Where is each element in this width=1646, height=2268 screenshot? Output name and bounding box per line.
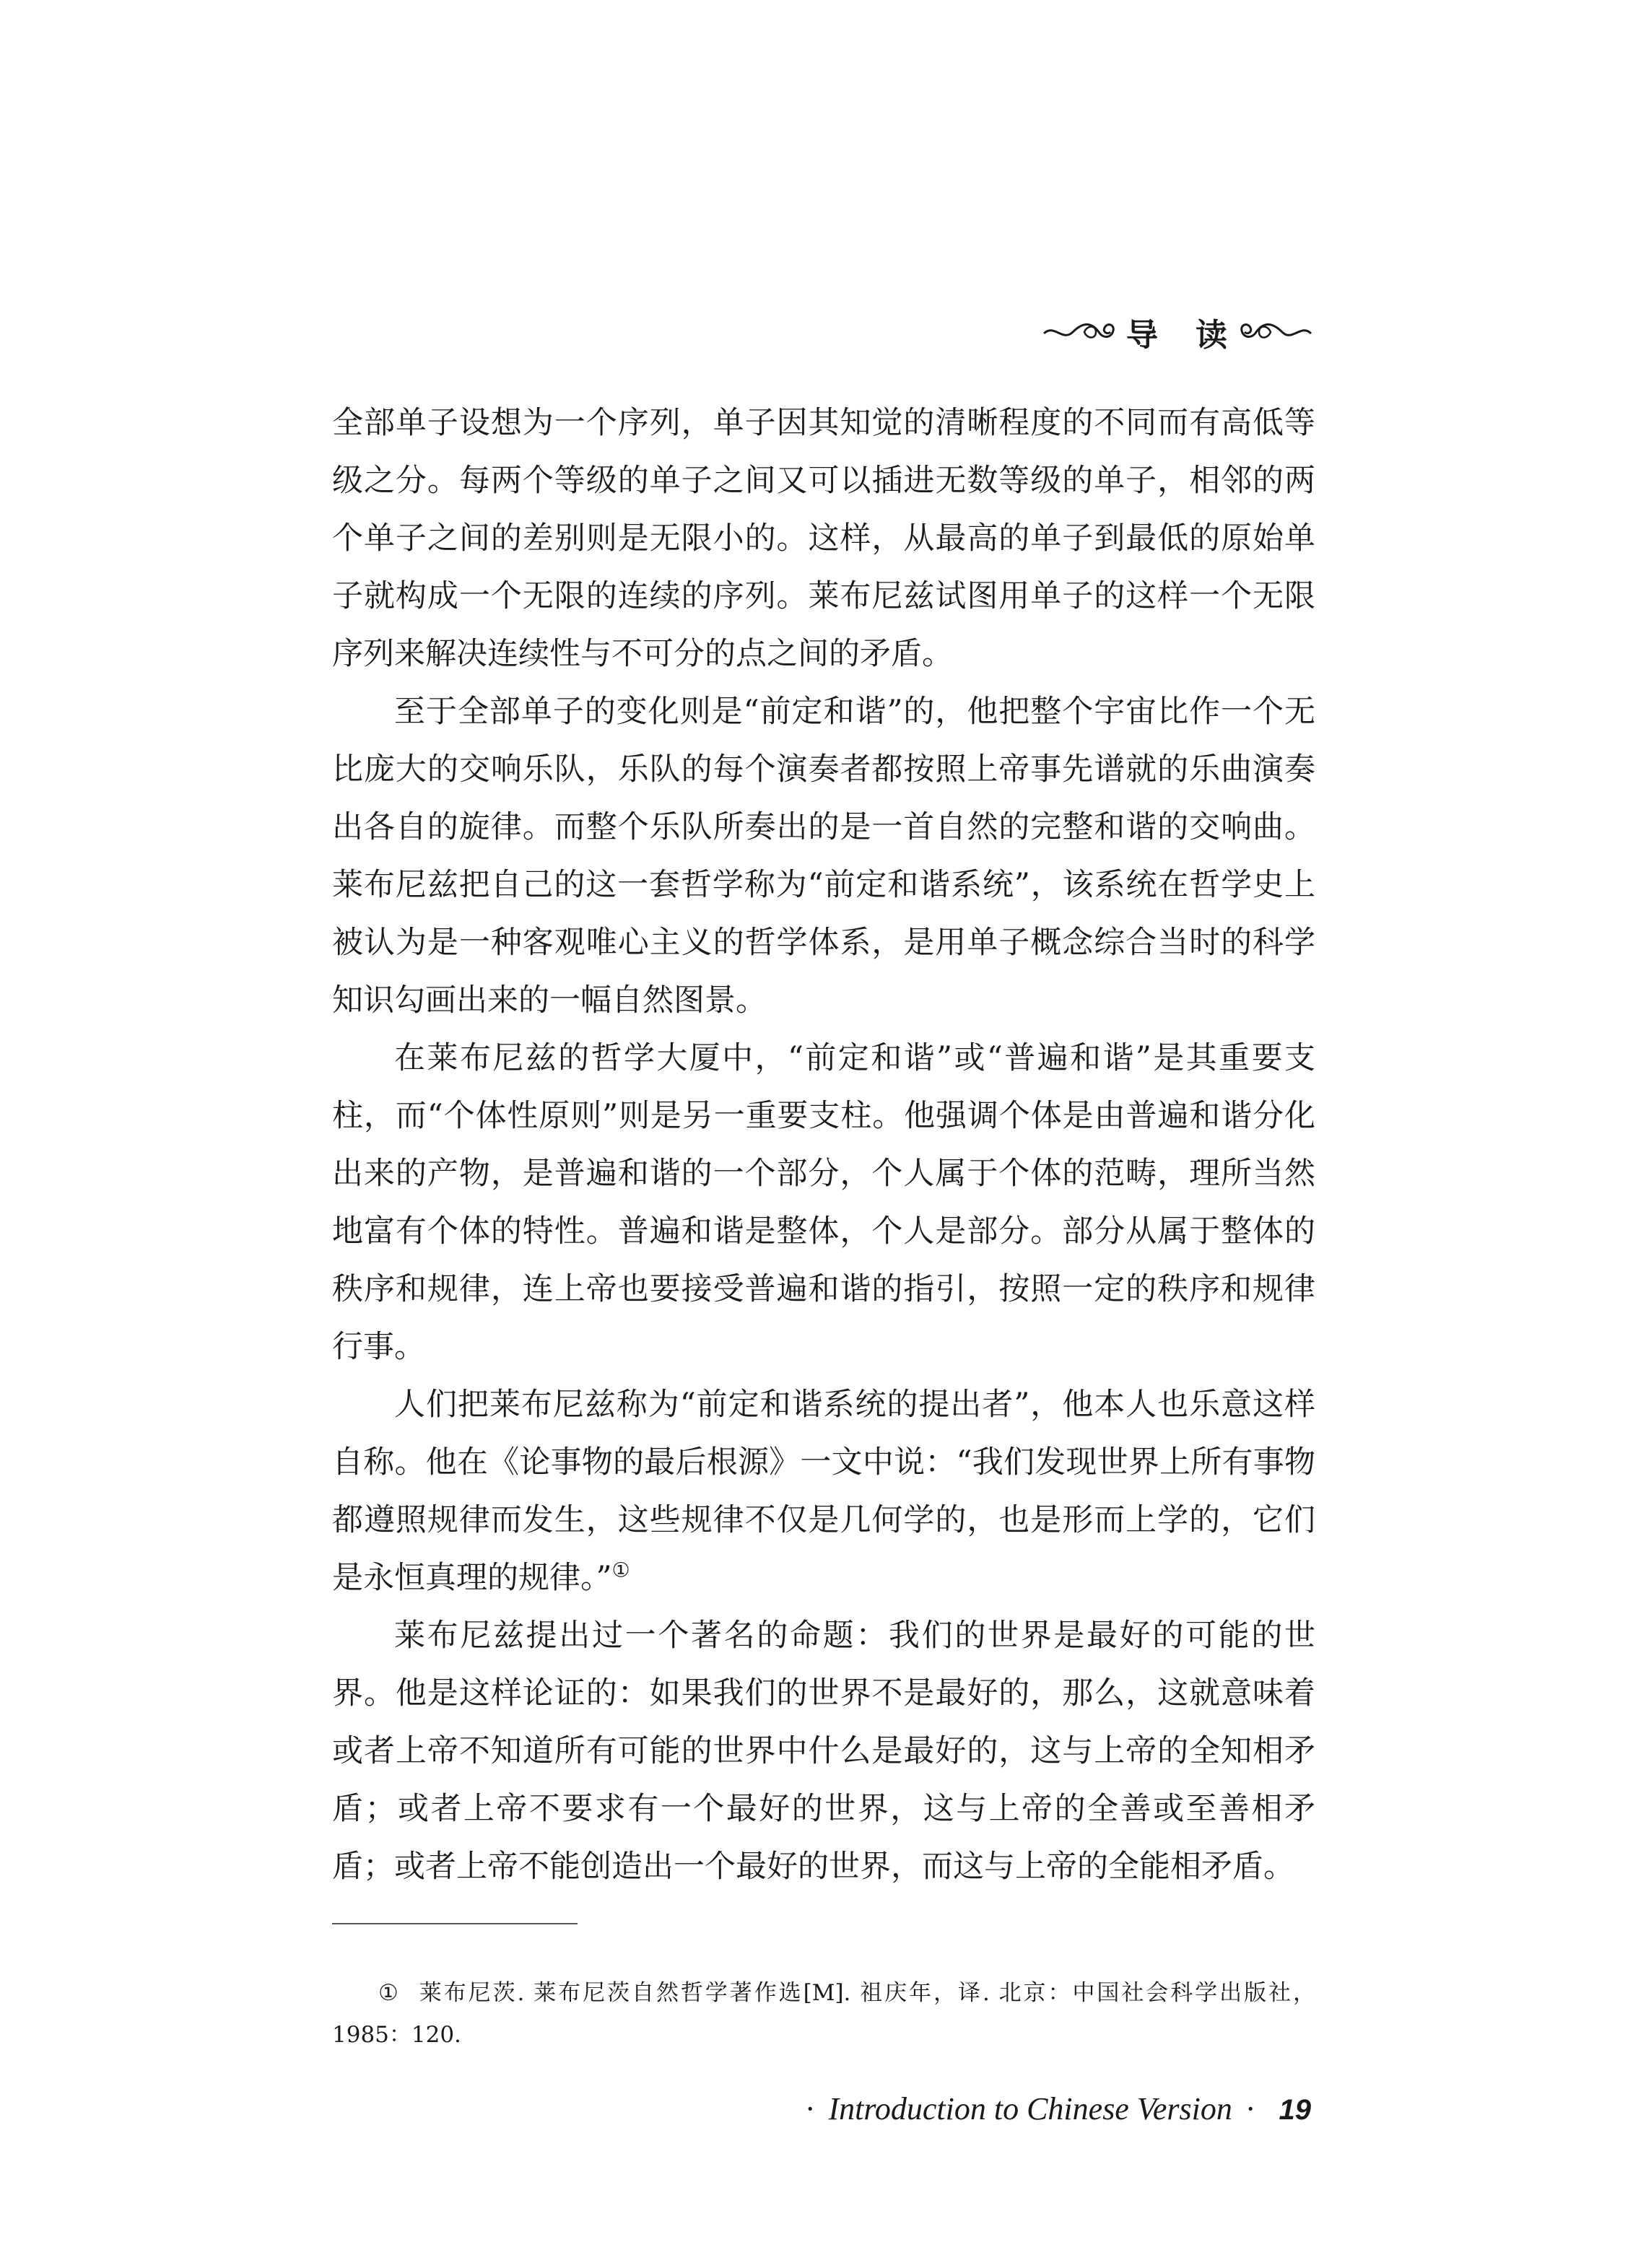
- paragraph-2: 至于全部单子的变化则是“前定和谐”的，他把整个宇宙比作一个无比庞大的交响乐队，乐队的每个演奏者都按照上帝事先谱就的乐曲演奏出各自的旋律。而整个乐队所奏出的是一首自然的完整和谐的交响曲。莱布尼兹把自己的这一套哲学称为“前定和谐系统”，该系统在哲学史上被认为是一种客观唯心主义的哲学体系，是用单子概念综合当时的科学知识勾画出来的一幅自然图景。: [332, 694, 1315, 1019]
- footer-bullet-right: ·: [1245, 2091, 1256, 2127]
- flourish-right-icon: [1239, 318, 1314, 346]
- footnote: [332, 1972, 1315, 2056]
- footnote-divider: [332, 1923, 578, 1924]
- main-text: [332, 394, 1315, 1896]
- page-number: 19: [1279, 2094, 1311, 2126]
- header-title-char-2: 读: [1196, 317, 1229, 354]
- paragraph-3: 在莱布尼兹的哲学大厦中，“前定和谐”或“普遍和谐”是其重要支柱，而“个体性原则”则是另一重要支柱。他强调个体是由普遍和谐分化出来的产物，是普遍和谐的一个部分，个人属于个体的范畴，理所当然地富有个体的特性。普遍和谐是整体，个人是部分。部分从属于整体的秩序和规律，连上帝也要接受普遍和谐的指引，按照一定的秩序和规律行事。: [332, 1040, 1315, 1365]
- flourish-left-icon: [1041, 318, 1116, 346]
- footer-bullet-left: ·: [804, 2091, 816, 2127]
- footnote-mark: ①: [378, 1980, 401, 2006]
- paragraph-5: 莱布尼兹提出过一个著名的命题：我们的世界是最好的可能的世界。他是这样论证的：如果我们的世界不是最好的，那么，这就意味着或者上帝不知道所有可能的世界中什么是最好的，这与上帝的全知相矛盾；或者上帝不要求有一个最好的世界，这与上帝的全善或至善相矛盾；或者上帝不能创造出一个最好的世界，而这与上帝的全能相矛盾。: [332, 1618, 1315, 1885]
- running-header: [1041, 309, 1314, 355]
- running-footer: [805, 2090, 1311, 2127]
- paragraph-4-text: 人们把莱布尼兹称为“前定和谐系统的提出者”，他本人也乐意这样自称。他在《论事物的最后根源》一文中说：“我们发现世界上所有事物都遵照规律而发生，这些规律不仅是几何学的，也是形而上学的，它们是永恒真理的规律。”: [332, 1387, 1315, 1596]
- footer-title: Introduction to Chinese Version: [828, 2091, 1232, 2127]
- paragraph-1: 全部单子设想为一个序列，单子因其知觉的清晰程度的不同而有高低等级之分。每两个等级的单子之间又可以插进无数等级的单子，相邻的两个单子之间的差别则是无限小的。这样，从最高的单子到最低的原始单子就构成一个无限的连续的序列。莱布尼兹试图用单子的这样一个无限序列来解决连续性与不可分的点之间的矛盾。: [332, 405, 1315, 672]
- footnote-reference[interactable]: ①: [611, 1558, 630, 1582]
- paragraph-4: [332, 1376, 1315, 1607]
- header-title-char-1: 导: [1126, 317, 1159, 354]
- footnote-text: 莱布尼茨. 莱布尼茨自然哲学著作选[M]. 祖庆年，译. 北京：中国社会科学出版社，1985：120.: [332, 1980, 1315, 2048]
